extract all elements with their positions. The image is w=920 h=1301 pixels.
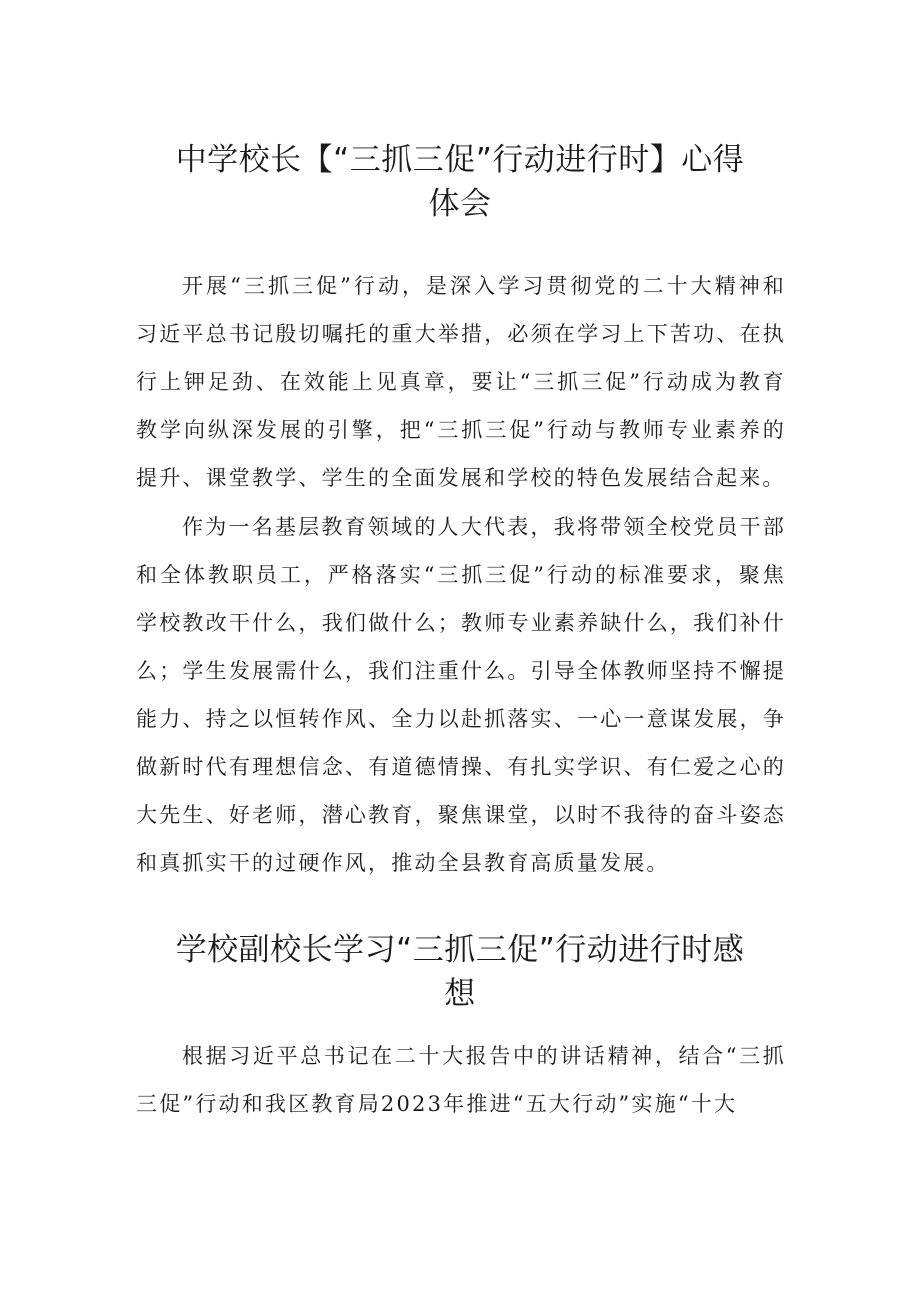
section-1-title-line-1: 中学校长【“三抓三促”行动进行时】心得 [175, 142, 745, 178]
section-2-paragraph-1: 根据习近平总书记在二十大报告中的讲话精神，结合“三抓三促”行动和我区教育局2023年推进“五大行动”实施“十大 [136, 1044, 786, 1116]
section-2-title-line-2: 想 [444, 976, 476, 1012]
section-2-title [130, 928, 790, 1016]
section-1-title-line-2: 体会 [428, 186, 492, 222]
section-2-title-line-1: 学校副校长学习“三抓三促”行动进行时感 [175, 932, 745, 968]
section-1-paragraph-1: 开展“三抓三促”行动，是深入学习贯彻党的二十大精神和习近平总书记殷切嘱托的重大举措，必须在学习上下苦功、在执行上钾足劲、在效能上见真章，要让“三抓三促”行动成为教育教学向纵深发展的引擎，把“三抓三促”行动与教师专业素养的提升、课堂教学、学生的全面发展和学校的特色发展结合起来。 [136, 274, 786, 490]
section-1-title [130, 138, 790, 226]
section-1-paragraph-2: 作为一名基层教育领域的人大代表，我将带领全校党员干部和全体教职员工，严格落实“三抓三促”行动的标准要求，聚焦学校教改干什么，我们做什么；教师专业素养缺什么，我们补什么；学生发展需什么，我们注重什么。引导全体教师坚持不懈提能力、持之以恒转作风、全力以赴抓落实、一心一意谋发展，争做新时代有理想信念、有道德情操、有扎实学识、有仁爱之心的大先生、好老师，潜心教育，聚焦课堂，以时不我待的奋斗姿态和真抓实干的过硬作风，推动全县教育高质量发展。 [136, 515, 786, 875]
